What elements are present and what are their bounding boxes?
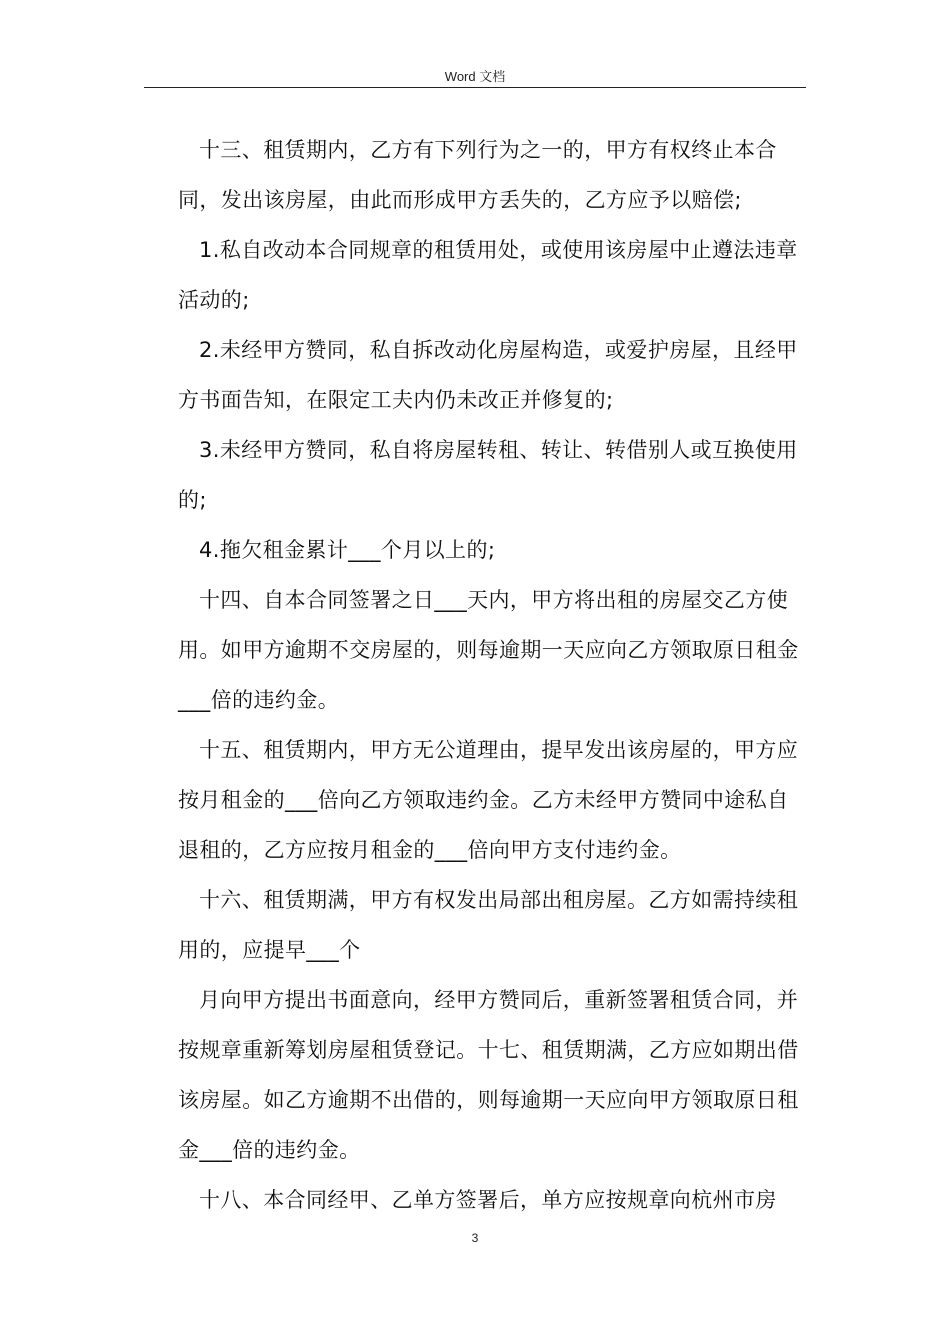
document-body — [178, 125, 804, 1225]
clause-16: 十六、租赁期满，甲方有权发出局部出租房屋。乙方如需持续租用的，应提早___个 — [178, 888, 799, 962]
clause-16-continued: 月向甲方提出书面意向，经甲方赞同后，重新签署租赁合同，并按规章重新筹划房屋租赁登记。十七、租赁期满，乙方应如期出借该房屋。如乙方逾期不出借的，则每逾期一天应向甲方领取原日租金___倍的违约金。 — [178, 988, 799, 1162]
page-header: Word 文档 — [444, 69, 506, 84]
clause-14: 十四、自本合同签署之日___天内，甲方将出租的房屋交乙方使用。如甲方逾期不交房屋的，则每逾期一天应向乙方领取原日租金___倍的违约金。 — [178, 588, 799, 712]
clause-18: 十八、本合同经甲、乙单方签署后，单方应按规章向杭州市房 — [199, 1188, 777, 1212]
clause-13-item-1: 1.私自改动本合同规章的租赁用处，或使用该房屋中止遵法违章活动的; — [178, 238, 798, 312]
clause-13: 十三、租赁期内，乙方有下列行为之一的，甲方有权终止本合同，发出该房屋，由此而形成甲方丢失的，乙方应予以赔偿; — [178, 138, 777, 212]
clause-15: 十五、租赁期内，甲方无公道理由，提早发出该房屋的，甲方应按月租金的___倍向乙方领取违约金。乙方未经甲方赞同中途私自退租的，乙方应按月租金的___倍向甲方支付违约金。 — [178, 738, 799, 862]
clause-13-item-4: 4.拖欠租金累计___个月以上的; — [199, 538, 496, 562]
clause-13-item-3: 3.未经甲方赞同，私自将房屋转租、转让、转借别人或互换使用的; — [178, 438, 798, 512]
header-divider — [144, 87, 806, 88]
page-number: 3 — [471, 1231, 479, 1245]
clause-13-item-2: 2.未经甲方赞同，私自拆改动化房屋构造，或爱护房屋，且经甲方书面告知，在限定工夫内仍未改正并修复的; — [178, 338, 798, 412]
